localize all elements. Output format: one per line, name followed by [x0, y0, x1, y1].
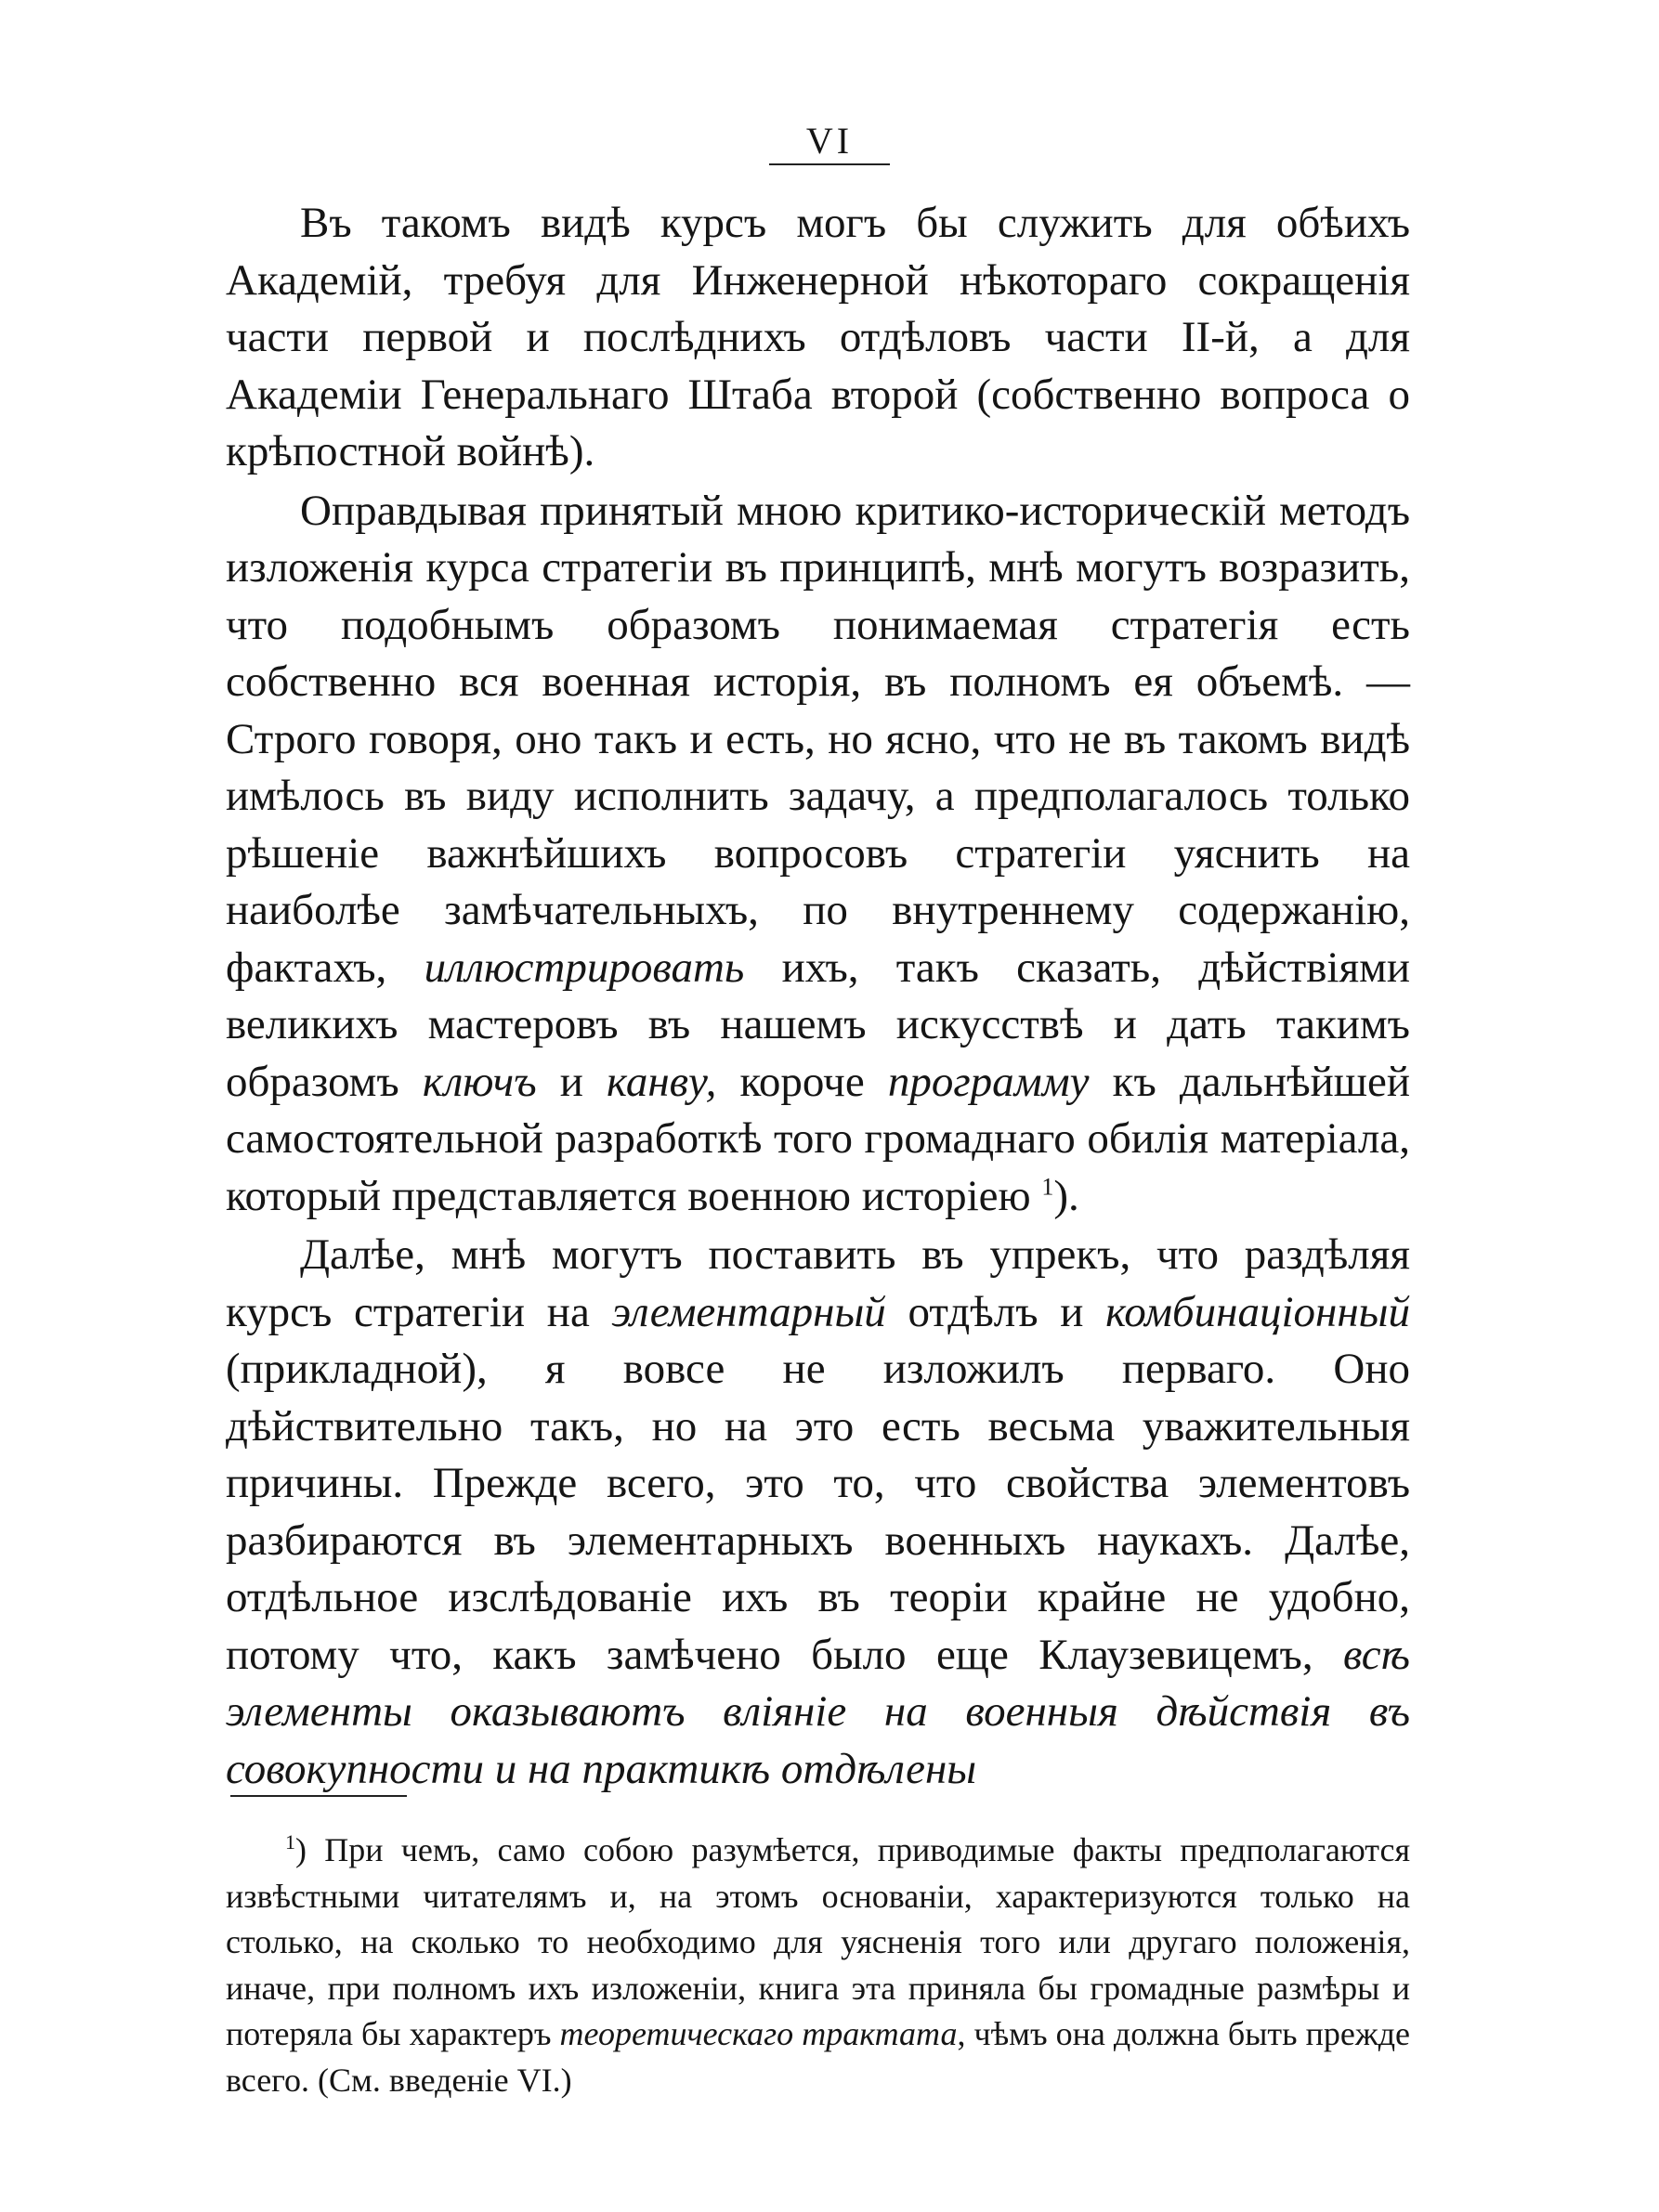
footnote-text-2: , чѣмъ она должна быть прежде всего. (См. введеніе VI.) — [226, 2015, 1410, 2099]
paragraph-3-text-3: (прикладной), я вовсе не изложилъ перваго. Оно дѣйствительно такъ, но на это есть весьма уважительныя причины. Прежде всего, это то, что свойства элементовъ разбираются въ элементарныхъ военныхъ наукахъ. Далѣе, отдѣльное изслѣдованіе ихъ въ теоріи крайне не удобно, потому что, какъ замѣчено было еще Клаузевицемъ, — [226, 1345, 1410, 1679]
paragraph-3-text-2: отдѣлъ и — [885, 1287, 1106, 1336]
page-number: VI — [769, 119, 890, 165]
paragraph-2-text-3: и — [536, 1057, 607, 1106]
emphasis-theoretical-treatise: теоретическаго трактата — [559, 2015, 958, 2052]
paragraph-2-text-1: Оправдывая принятый мною критико-историческій методъ изложенія курса стратегіи въ принципѣ, мнѣ могутъ возразить, что подобнымъ образомъ понимаемая стратегія есть собственно вся военная исторія, въ полномъ ея объемѣ. — Строго говоря, оно такъ и есть, но ясно, что не въ такомъ видѣ имѣлось въ виду исполнить задачу, а предполагалось только рѣшеніе важнѣйшихъ вопросовъ стратегіи уяснить на наиболѣе замѣчательныхъ, по внутреннему содержанію, фактахъ, — [226, 486, 1410, 992]
footnote-reference: 1 — [1041, 1172, 1054, 1200]
paragraph-1 — [226, 195, 1410, 481]
emphasis-canvas: канву, — [607, 1057, 717, 1106]
paragraph-3 — [226, 1227, 1410, 1798]
emphasis-key: ключъ — [422, 1057, 537, 1106]
paragraph-3-text-1: Далѣе, мнѣ могутъ поставить въ упрекъ, что раздѣляя курсъ стратегіи на — [226, 1230, 1410, 1336]
footnote — [226, 1828, 1410, 2103]
paragraph-2 — [226, 483, 1410, 1226]
emphasis-illustrate: иллюстрировать — [424, 943, 745, 992]
emphasis-program: программу — [887, 1057, 1090, 1106]
emphasis-combinational: комбинаціонный — [1105, 1287, 1410, 1336]
page-header — [0, 119, 1659, 165]
emphasis-clausewitz-quote: всѣ элементы оказываютъ вліяніе на военныя дѣйствія въ совокупности и на практикѣ отдѣлены — [226, 1630, 1410, 1793]
paragraph-2-text-5: къ дальнѣйшей самостоятельной разработкѣ того громаднаго обилія матеріала, который представляется военною исторіею — [226, 1057, 1410, 1220]
paragraph-2-text-2: ихъ, такъ сказать, дѣйствіями великихъ мастеровъ въ нашемъ искусствѣ и дать такимъ образомъ — [226, 943, 1410, 1106]
emphasis-elementary: элементарный — [611, 1287, 886, 1336]
footnote-divider — [230, 1795, 407, 1797]
paragraph-2-text-6: ). — [1053, 1171, 1079, 1220]
paragraph-2-text-4: короче — [716, 1057, 888, 1106]
paragraph-1-text: Въ такомъ видѣ курсъ могъ бы служить для обѣихъ Академій, требуя для Инженерной нѣкотораго сокращенія части первой и послѣднихъ отдѣловъ части II-й, а для Академіи Генеральнаго Штаба второй (собственно вопроса о крѣпостной войнѣ). — [226, 199, 1410, 475]
footnote-text-1: ) При чемъ, само собою разумѣется, приводимые факты предполагаются извѣстными читателямъ и, на этомъ основаніи, характеризуются только на столько, на сколько то необходимо для уясненія того или другаго положенія, иначе, при полномъ ихъ изложеніи, книга эта приняла бы громадные размѣры и потеряла бы характеръ — [226, 1831, 1410, 2052]
main-text — [226, 195, 1410, 1798]
footnote-marker: 1 — [285, 1830, 295, 1854]
